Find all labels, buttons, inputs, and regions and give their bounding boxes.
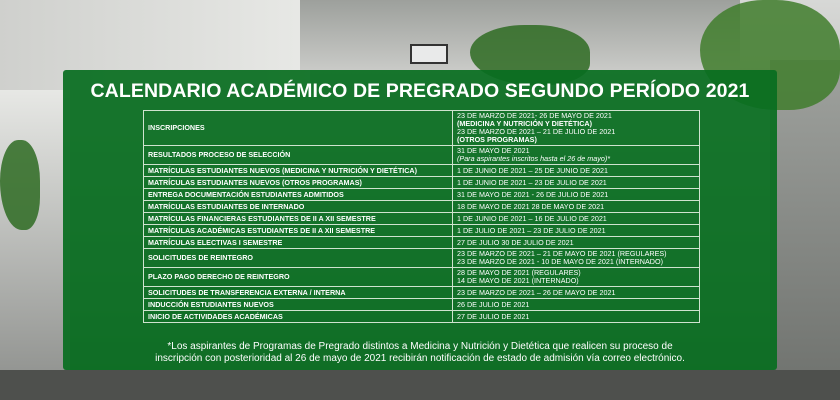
date-line: (Para aspirantes inscritos hasta el 26 de mayo)* [457,154,611,163]
date-line: 23 DE MARZO DE 2021 – 21 DE MAYO DE 2021 (REGULARES) [457,249,667,258]
date-line: 27 DE JULIO 30 DE JULIO DE 2021 [457,237,574,247]
table-row [144,299,700,311]
table-row [144,177,700,189]
row-dates [453,111,700,146]
row-dates [453,146,700,165]
date-line: 31 DE MAYO DE 2021 - 26 DE JULIO DE 2021 [457,189,609,199]
calendar-table [143,110,700,323]
sign-icon [410,44,448,64]
row-label: RESULTADOS PROCESO DE SELECCIÓN [144,146,453,165]
table-row [144,189,700,201]
row-label: PLAZO PAGO DERECHO DE REINTEGRO [144,268,453,287]
ground [0,370,840,400]
footnote-line: inscripción con posterioridad al 26 de mayo de 2021 recibirán notificación de estado de admisión vía correo electrónico. [155,353,685,364]
table-row [144,213,700,225]
date-line: 23 DE MARZO DE 2021- 26 DE MAYO DE 2021 [457,111,612,120]
date-line: 28 DE MAYO DE 2021 (REGULARES) [457,268,581,277]
row-label: INSCRIPCIONES [144,111,453,146]
table-row [144,311,700,323]
date-line: 1 DE JUNIO DE 2021 – 25 DE JUNIO DE 2021 [457,165,609,175]
date-line: 23 DE MARZO DE 2021 – 21 DE JULIO DE 2021 [457,127,616,136]
row-dates [453,225,700,237]
building-wall [0,90,70,390]
row-label: MATRÍCULAS FINANCIERAS ESTUDIANTES DE II A XII SEMESTRE [144,213,453,225]
date-line: (MEDICINA Y NUTRICIÓN Y DIETÉTICA) [457,119,592,128]
date-line: (OTROS PROGRAMAS) [457,135,537,144]
plant-icon [0,140,40,230]
row-dates [453,311,700,323]
row-label: INDUCCIÓN ESTUDIANTES NUEVOS [144,299,453,311]
row-label: MATRÍCULAS ELECTIVAS I SEMESTRE [144,237,453,249]
date-line: 23 DE MARZO DE 2021 – 26 DE MAYO DE 2021 [457,287,616,297]
table-row [144,287,700,299]
row-label: INICIO DE ACTIVIDADES ACADÉMICAS [144,311,453,323]
row-label: ENTREGA DOCUMENTACIÓN ESTUDIANTES ADMITIDOS [144,189,453,201]
footnote-line: *Los aspirantes de Programas de Pregrado distintos a Medicina y Nutrición y Dietética que realicen su proceso de [167,341,673,352]
table-row [144,268,700,287]
row-dates [453,189,700,201]
row-dates [453,165,700,177]
page-title: CALENDARIO ACADÉMICO DE PREGRADO SEGUNDO PERÍODO 2021 [90,80,750,102]
date-line: 14 DE MAYO DE 2021 (INTERNADO) [457,276,579,285]
table-row [144,225,700,237]
row-dates [453,213,700,225]
table-row [144,201,700,213]
date-line: 26 DE JULIO DE 2021 [457,299,530,309]
row-label: MATRÍCULAS ESTUDIANTES NUEVOS (MEDICINA Y NUTRICIÓN Y DIETÉTICA) [144,165,453,177]
date-line: 1 DE JUNIO DE 2021 – 16 DE JULIO DE 2021 [457,213,607,223]
row-dates [453,287,700,299]
date-line: 18 DE MAYO DE 2021 28 DE MAYO DE 2021 [457,201,605,211]
row-dates [453,299,700,311]
date-line: 27 DE JULIO DE 2021 [457,311,530,321]
row-label: MATRÍCULAS ESTUDIANTES DE INTERNADO [144,201,453,213]
row-label: SOLICITUDES DE REINTEGRO [144,249,453,268]
row-label: MATRÍCULAS ESTUDIANTES NUEVOS (OTROS PROGRAMAS) [144,177,453,189]
row-dates [453,249,700,268]
footnote [83,341,757,365]
row-dates [453,237,700,249]
table-row [144,237,700,249]
date-line: 1 DE JUNIO DE 2021 – 23 DE JULIO DE 2021 [457,177,607,187]
calendar-panel [63,70,777,370]
date-line: 23 DE MARZO DE 2021 - 10 DE MAYO DE 2021 (INTERNADO) [457,257,663,266]
row-label: SOLICITUDES DE TRANSFERENCIA EXTERNA / INTERNA [144,287,453,299]
row-dates [453,268,700,287]
table-row [144,165,700,177]
row-dates [453,201,700,213]
date-line: 31 DE MAYO DE 2021 [457,146,530,155]
table-row [144,111,700,146]
table-row [144,249,700,268]
table-row [144,146,700,165]
row-dates [453,177,700,189]
date-line: 1 DE JULIO DE 2021 – 23 DE JULIO DE 2021 [457,225,606,235]
row-label: MATRÍCULAS ACADÉMICAS ESTUDIANTES DE II A XII SEMESTRE [144,225,453,237]
